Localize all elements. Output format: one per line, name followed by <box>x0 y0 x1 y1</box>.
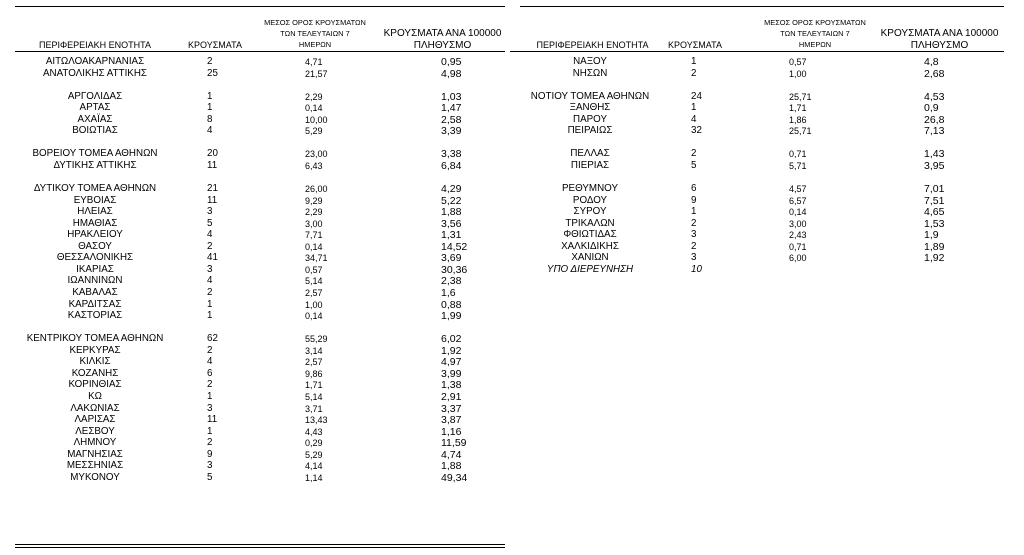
region-name-cell: ΚΑΣΤΟΡΙΑΣ <box>67 310 123 322</box>
table-row <box>0 195 1024 207</box>
region-name-cell: ΚΕΡΚΥΡΑΣ <box>69 344 121 356</box>
avg-7day-cell: 0,57 <box>305 264 323 275</box>
avg-7day-cell: 0,14 <box>789 207 807 218</box>
cases-cell: 1 <box>207 90 213 102</box>
cases-cell: 1 <box>691 206 697 218</box>
avg-7day-cell: 1,71 <box>789 103 807 114</box>
cases-cell: 4 <box>207 125 213 137</box>
cases-cell: 2 <box>207 437 213 449</box>
avg-7day-cell: 0,71 <box>789 241 807 252</box>
region-name-cell: ΕΥΒΟΙΑΣ <box>73 194 117 206</box>
header-avg-left-2: ΤΩΝ ΤΕΛΕΥΤΑΙΩΝ 7 <box>280 29 350 38</box>
table-row <box>0 460 1024 472</box>
per-100k-cell: 7,13 <box>924 125 945 138</box>
per-100k-cell: 1,9 <box>924 229 939 242</box>
table-row <box>0 275 1024 287</box>
per-100k-cell: 4,53 <box>924 90 945 103</box>
per-100k-cell: 0,88 <box>441 298 462 311</box>
region-name-cell: ΞΑΝΘΗΣ <box>569 102 611 114</box>
per-100k-cell: 5,22 <box>441 194 462 207</box>
table-row <box>0 333 1024 345</box>
avg-7day-cell: 3,14 <box>305 345 323 356</box>
avg-7day-cell: 25,71 <box>789 126 812 137</box>
avg-7day-cell: 3,00 <box>305 218 323 229</box>
cases-cell: 5 <box>207 217 213 229</box>
avg-7day-cell: 1,71 <box>305 380 323 391</box>
table-row <box>0 206 1024 218</box>
region-name-cell: ΧΑΛΚΙΔΙΚΗΣ <box>561 240 619 252</box>
table-row <box>0 91 1024 103</box>
region-name-cell: ΗΛΕΙΑΣ <box>77 206 113 218</box>
per-100k-cell: 26,8 <box>924 113 945 126</box>
avg-7day-cell: 2,43 <box>789 230 807 241</box>
region-name-cell: ΧΑΝΙΩΝ <box>571 252 609 264</box>
per-100k-cell: 4,98 <box>441 67 462 80</box>
per-100k-cell: 1,03 <box>441 90 462 103</box>
header-rule-right <box>510 51 1004 52</box>
avg-7day-cell: 0,71 <box>789 149 807 160</box>
per-100k-cell: 7,51 <box>924 194 945 207</box>
cases-cell: 1 <box>207 425 213 437</box>
per-100k-cell: 1,47 <box>441 102 462 115</box>
avg-7day-cell: 6,00 <box>789 253 807 264</box>
cases-cell: 25 <box>207 67 218 79</box>
region-name-cell: ΠΕΛΛΑΣ <box>570 148 610 160</box>
region-name-cell: ΑΡΤΑΣ <box>79 102 111 114</box>
per-100k-cell: 0,95 <box>441 56 462 68</box>
cases-cell: 4 <box>691 113 697 125</box>
cases-cell: 4 <box>207 356 213 368</box>
avg-7day-cell: 9,29 <box>305 195 323 206</box>
per-100k-cell: 3,69 <box>441 252 462 265</box>
region-name-cell: ΚΩ <box>88 390 102 402</box>
cases-cell: 2 <box>207 240 213 252</box>
region-name-cell: ΠΙΕΡΙΑΣ <box>570 159 610 171</box>
avg-7day-cell: 5,14 <box>305 391 323 402</box>
avg-7day-cell: 26,00 <box>305 184 328 195</box>
cases-cell: 5 <box>207 471 213 483</box>
cases-cell: 20 <box>207 148 218 160</box>
cases-cell: 3 <box>207 460 213 472</box>
cases-cell: 6 <box>691 183 697 195</box>
region-name-cell: ΜΥΚΟΝΟΥ <box>70 471 120 483</box>
cases-cell: 2 <box>691 217 697 229</box>
per-100k-cell: 30,36 <box>441 263 468 276</box>
per-100k-cell: 1,99 <box>441 310 462 323</box>
table-row <box>0 437 1024 449</box>
table-row <box>0 264 1024 276</box>
table-row <box>0 183 1024 195</box>
per-100k-cell: 1,38 <box>441 379 462 392</box>
header-per-right-2: ΠΛΗΘΥΣΜΟ <box>910 40 969 51</box>
region-name-cell: ΚΕΝΤΡΙΚΟΥ ΤΟΜΕΑ ΑΘΗΝΩΝ <box>26 333 164 345</box>
top-rule-left <box>15 6 505 7</box>
per-100k-cell: 1,92 <box>924 252 945 265</box>
avg-7day-cell: 4,43 <box>305 426 323 437</box>
region-name-cell: ΚΙΛΚΙΣ <box>79 356 111 368</box>
table-row <box>0 391 1024 403</box>
cases-cell: 8 <box>207 113 213 125</box>
cases-cell: 3 <box>207 206 213 218</box>
avg-7day-cell: 9,86 <box>305 368 323 379</box>
per-100k-cell: 6,02 <box>441 333 462 346</box>
per-100k-cell: 7,01 <box>924 183 945 196</box>
cases-cell: 2 <box>691 67 697 79</box>
region-name-cell: ΚΟΖΑΝΗΣ <box>71 367 119 379</box>
cases-cell: 41 <box>207 252 218 264</box>
avg-7day-cell: 13,43 <box>305 415 328 426</box>
region-name-cell: ΛΑΚΩΝΙΑΣ <box>70 402 120 414</box>
per-100k-cell: 1,88 <box>441 206 462 219</box>
avg-7day-cell: 25,71 <box>789 91 812 102</box>
table-row <box>0 160 1024 172</box>
table-row <box>0 403 1024 415</box>
avg-7day-cell: 10,00 <box>305 114 328 125</box>
cases-cell: 2 <box>207 379 213 391</box>
avg-7day-cell: 0,29 <box>305 438 323 449</box>
avg-7day-cell: 6,43 <box>305 160 323 171</box>
header-cases-left: ΚΡΟΥΣΜΑΤΑ <box>188 40 242 50</box>
per-100k-cell: 1,88 <box>441 460 462 473</box>
region-name-cell: ΑΙΤΩΛΟΑΚΑΡΝΑΝΙΑΣ <box>45 56 145 67</box>
table-row <box>0 148 1024 160</box>
region-name-cell: ΗΡΑΚΛΕΙΟΥ <box>67 229 123 241</box>
header-rule-left <box>15 51 505 52</box>
region-name-cell: ΤΡΙΚΑΛΩΝ <box>565 217 615 229</box>
region-name-cell: ΙΚΑΡΙΑΣ <box>76 263 114 275</box>
region-name-cell: ΛΕΣΒΟΥ <box>75 425 115 437</box>
cases-cell: 1 <box>691 56 697 67</box>
avg-7day-cell: 6,57 <box>789 195 807 206</box>
table-row <box>0 287 1024 299</box>
header-cases-right: ΚΡΟΥΣΜΑΤΑ <box>668 40 722 50</box>
region-name-cell: ΠΕΙΡΑΙΩΣ <box>567 125 613 137</box>
per-100k-cell: 4,29 <box>441 183 462 196</box>
region-name-cell: ΠΑΡΟΥ <box>573 113 607 125</box>
avg-7day-cell: 4,71 <box>305 57 323 67</box>
per-100k-cell: 0,9 <box>924 102 939 115</box>
table-row <box>0 472 1024 484</box>
cases-cell: 1 <box>207 390 213 402</box>
cases-cell: 2 <box>691 148 697 160</box>
avg-7day-cell: 5,29 <box>305 126 323 137</box>
cases-cell: 3 <box>207 402 213 414</box>
cases-cell: 1 <box>207 298 213 310</box>
avg-7day-cell: 1,86 <box>789 114 807 125</box>
per-100k-cell: 1,31 <box>441 229 462 242</box>
avg-7day-cell: 3,00 <box>789 218 807 229</box>
cases-cell: 11 <box>207 414 218 426</box>
per-100k-cell: 3,87 <box>441 414 462 427</box>
cases-cell: 9 <box>207 448 213 460</box>
cases-cell: 9 <box>691 194 697 206</box>
cases-cell: 2 <box>207 344 213 356</box>
avg-7day-cell: 2,57 <box>305 288 323 298</box>
per-100k-cell: 49,34 <box>441 471 468 484</box>
table-row <box>0 379 1024 391</box>
bottom-rule <box>15 544 505 548</box>
region-name-cell: ΔΥΤΙΚΗΣ ΑΤΤΙΚΗΣ <box>53 159 137 171</box>
region-name-cell: ΛΑΡΙΣΑΣ <box>74 414 116 426</box>
table-row <box>0 68 1024 80</box>
table-row <box>0 241 1024 253</box>
cases-cell: 4 <box>207 275 213 287</box>
cases-cell: 2 <box>207 287 213 298</box>
per-100k-cell: 1,16 <box>441 425 462 438</box>
avg-7day-cell: 1,14 <box>305 472 323 483</box>
per-100k-cell: 1,92 <box>441 344 462 357</box>
cases-cell: 6 <box>207 367 213 379</box>
region-name-cell: ΑΡΓΟΛΙΔΑΣ <box>67 90 123 102</box>
header-avg-right-1: ΜΕΣΟΣ ΟΡΟΣ ΚΡΟΥΣΜΑΤΩΝ <box>764 18 866 27</box>
per-100k-cell: 1,6 <box>441 287 456 299</box>
avg-7day-cell: 4,57 <box>789 184 807 195</box>
cases-cell: 62 <box>207 333 218 345</box>
cases-cell: 1 <box>207 310 213 322</box>
region-name-cell: ΡΕΘΥΜΝΟΥ <box>562 183 618 195</box>
table-row <box>0 252 1024 264</box>
table-row <box>0 449 1024 461</box>
table-row <box>0 356 1024 368</box>
per-100k-cell: 2,68 <box>924 67 945 80</box>
cases-cell: 2 <box>691 240 697 252</box>
region-name-cell: ΘΕΣΣΑΛΟΝΙΚΗΣ <box>56 252 134 264</box>
region-name-cell: ΜΕΣΣΗΝΙΑΣ <box>66 460 124 472</box>
region-name-cell: ΙΩΑΝΝΙΝΩΝ <box>67 275 123 287</box>
cases-cell: 2 <box>207 56 213 67</box>
avg-7day-cell: 1,00 <box>305 299 323 310</box>
table-row <box>0 56 1024 68</box>
header-avg-left-1: ΜΕΣΟΣ ΟΡΟΣ ΚΡΟΥΣΜΑΤΩΝ <box>264 18 366 27</box>
per-100k-cell: 6,84 <box>441 159 462 172</box>
cases-cell: 1 <box>691 102 697 114</box>
avg-7day-cell: 5,71 <box>789 160 807 171</box>
avg-7day-cell: 4,14 <box>305 461 323 472</box>
avg-7day-cell: 0,14 <box>305 241 323 252</box>
avg-7day-cell: 55,29 <box>305 334 328 345</box>
region-name-cell: ΝΗΣΩΝ <box>572 67 608 79</box>
avg-7day-cell: 5,14 <box>305 276 323 287</box>
region-name-cell: ΚΟΡΙΝΘΙΑΣ <box>68 379 122 391</box>
cases-cell: 24 <box>691 90 702 102</box>
avg-7day-cell: 5,29 <box>305 449 323 460</box>
per-100k-cell: 1,89 <box>924 240 945 253</box>
header-per-right-1: ΚΡΟΥΣΜΑΤΑ ΑΝΑ 100000 <box>880 28 999 39</box>
avg-7day-cell: 1,00 <box>789 68 807 79</box>
cases-cell: 5 <box>691 159 697 171</box>
avg-7day-cell: 7,71 <box>305 230 323 241</box>
header-per-left-1: ΚΡΟΥΣΜΑΤΑ ΑΝΑ 100000 <box>383 28 502 39</box>
cases-cell: 3 <box>691 252 697 264</box>
header-avg-left-3: ΗΜΕΡΩΝ <box>298 40 332 49</box>
per-100k-cell: 4,97 <box>441 356 462 369</box>
cases-cell: 4 <box>207 229 213 241</box>
avg-7day-cell: 21,57 <box>305 68 328 79</box>
header-avg-right-2: ΤΩΝ ΤΕΛΕΥΤΑΙΩΝ 7 <box>780 29 850 38</box>
per-100k-cell: 3,39 <box>441 125 462 138</box>
region-name-cell: ΥΠΟ ΔΙΕΡΕΥΝΗΣΗ <box>546 263 634 275</box>
per-100k-cell: 3,37 <box>441 402 462 415</box>
header-per-left-2: ΠΛΗΘΥΣΜΟ <box>413 40 472 51</box>
per-100k-cell: 2,58 <box>441 113 462 126</box>
region-name-cell: ΛΗΜΝΟΥ <box>73 437 117 449</box>
region-name-cell: ΑΧΑΪΑΣ <box>77 113 113 125</box>
avg-7day-cell: 0,14 <box>305 311 323 322</box>
avg-7day-cell: 0,57 <box>789 57 807 67</box>
cases-cell: 1 <box>207 102 213 114</box>
header-region-left: ΠΕΡΙΦΕΡΕΙΑΚΗ ΕΝΟΤΗΤΑ <box>38 40 152 50</box>
table-row <box>0 229 1024 241</box>
region-name-cell: ΝΑΞΟΥ <box>573 56 607 67</box>
table-row <box>0 114 1024 126</box>
avg-7day-cell: 34,71 <box>305 253 328 264</box>
per-100k-cell: 4,74 <box>441 448 462 461</box>
table-row <box>0 426 1024 438</box>
table-row <box>0 218 1024 230</box>
table-row <box>0 368 1024 380</box>
region-name-cell: ΘΑΣΟΥ <box>78 240 112 252</box>
per-100k-cell: 1,43 <box>924 148 945 161</box>
header-avg-right-3: ΗΜΕΡΩΝ <box>798 40 832 49</box>
cases-cell: 10 <box>691 263 702 275</box>
region-name-cell: ΒΟΡΕΙΟΥ ΤΟΜΕΑ ΑΘΗΝΩΝ <box>32 148 158 160</box>
region-name-cell: ΒΟΙΩΤΙΑΣ <box>72 125 118 137</box>
region-name-cell: ΑΝΑΤΟΛΙΚΗΣ ΑΤΤΙΚΗΣ <box>43 67 147 79</box>
table-row <box>0 102 1024 114</box>
per-100k-cell: 3,99 <box>441 367 462 380</box>
cases-cell: 32 <box>691 125 702 137</box>
per-100k-cell: 2,38 <box>441 275 462 288</box>
per-100k-cell: 2,91 <box>441 390 462 403</box>
region-name-cell: ΜΑΓΝΗΣΙΑΣ <box>67 448 123 460</box>
cases-cell: 11 <box>207 194 218 206</box>
avg-7day-cell: 23,00 <box>305 149 328 160</box>
region-name-cell: ΝΟΤΙΟΥ ΤΟΜΕΑ ΑΘΗΝΩΝ <box>530 90 650 102</box>
per-100k-cell: 4,8 <box>924 56 939 68</box>
per-100k-cell: 3,56 <box>441 217 462 230</box>
per-100k-cell: 1,53 <box>924 217 945 230</box>
table-row <box>0 345 1024 357</box>
region-name-cell: ΣΥΡΟΥ <box>573 206 607 218</box>
per-100k-cell: 3,95 <box>924 159 945 172</box>
avg-7day-cell: 3,71 <box>305 403 323 414</box>
region-name-cell: ΗΜΑΘΙΑΣ <box>72 217 118 229</box>
table-row <box>0 414 1024 426</box>
table-row <box>0 299 1024 311</box>
cases-cell: 11 <box>207 159 218 171</box>
table-row <box>0 125 1024 137</box>
per-100k-cell: 4,65 <box>924 206 945 219</box>
header-region-right: ΠΕΡΙΦΕΡΕΙΑΚΗ ΕΝΟΤΗΤΑ <box>536 40 649 50</box>
region-name-cell: ΔΥΤΙΚΟΥ ΤΟΜΕΑ ΑΘΗΝΩΝ <box>33 183 157 195</box>
avg-7day-cell: 2,29 <box>305 207 323 218</box>
region-name-cell: ΡΟΔΟΥ <box>572 194 608 206</box>
avg-7day-cell: 2,57 <box>305 357 323 368</box>
cases-cell: 3 <box>691 229 697 241</box>
region-name-cell: ΦΘΙΩΤΙΔΑΣ <box>563 229 617 241</box>
cases-cell: 3 <box>207 263 213 275</box>
avg-7day-cell: 2,29 <box>305 91 323 102</box>
region-name-cell: ΚΑΒΑΛΑΣ <box>72 287 118 298</box>
region-name-cell: ΚΑΡΔΙΤΣΑΣ <box>68 298 122 310</box>
per-100k-cell: 11,59 <box>441 437 467 450</box>
top-rule-right <box>520 6 1004 7</box>
table-row <box>0 310 1024 322</box>
cases-cell: 21 <box>207 183 218 195</box>
per-100k-cell: 14,52 <box>441 240 468 253</box>
per-100k-cell: 3,38 <box>441 148 462 161</box>
avg-7day-cell: 0,14 <box>305 103 323 114</box>
